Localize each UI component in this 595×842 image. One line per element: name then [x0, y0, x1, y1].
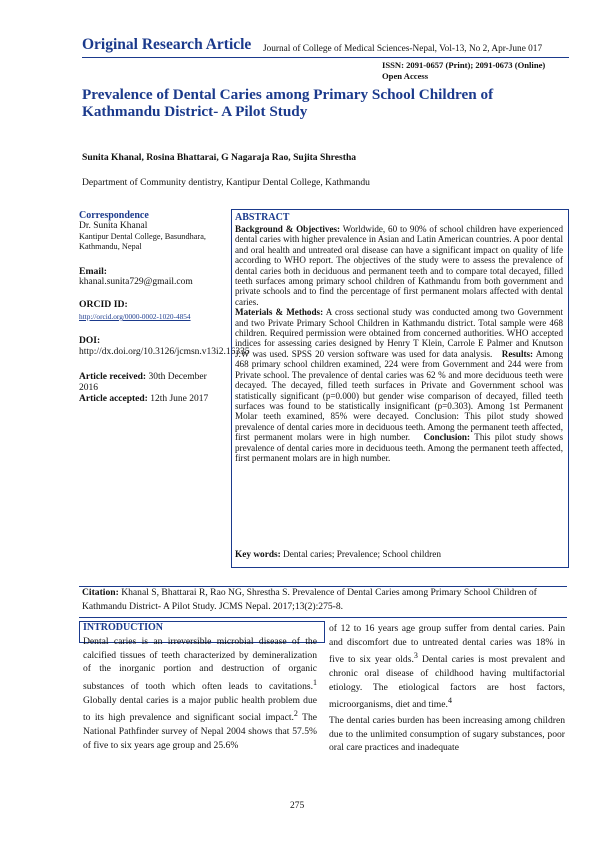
intro-text: Dental caries is most prevalent and chronic oral disease of childhood having multifactorial etiology. The etiological factors are host factors, microorganisms, diet and time. — [329, 654, 565, 711]
correspondent-address: Kantipur Dental College, Basundhara, Kathmandu, Nepal — [79, 232, 206, 251]
introduction-left-column — [83, 635, 317, 752]
keywords-line — [235, 550, 441, 560]
received-date: 30th December 2016 — [79, 372, 207, 393]
orcid-label: ORCID ID: — [79, 299, 128, 310]
correspondent-name: Dr. Sunita Khanal — [79, 221, 148, 231]
background-text: Worldwide, 60 to 90% of school children have experienced dental caries with higher prevalence in Asian and Latin American countries. A poor dental and oral health and untreated oral disease can have a significant impact on quality of life according to WHO report. The objectives of the study were to assess the prevalence of dental caries both in deciduous and permanent teeth and to compare total decayed, filled teeth surfaces among primary school children of Kathmandu from both government and private schools and to find the percentage of first permanent molars affected with dental caries. — [235, 224, 564, 307]
results-label: Results: — [501, 348, 534, 359]
citation-text: Khanal S, Bhattarai R, Rao NG, Shrestha S. Prevalence of Dental Caries among Primary School Children of Kathmandu District- A Pilot Study. JCMS Nepal. 2017;13(2):275-8. — [82, 587, 537, 612]
intro-paragraph — [83, 635, 317, 752]
correspondence-panel — [79, 210, 250, 584]
received-label: Article received: — [79, 372, 147, 382]
header-divider — [82, 57, 569, 58]
introduction-heading: INTRODUCTION — [83, 622, 164, 633]
open-access-label: Open Access — [382, 71, 429, 81]
issn: ISSN: 2091-0657 (Print); 2091-0673 (Online) — [382, 60, 546, 70]
accepted-date: 12th June 2017 — [150, 394, 209, 404]
conclusion-label: Conclusion: — [423, 432, 470, 443]
intro-text: Dental caries is an irreversible microbial disease of the calcified tissues of teeth characterized by demineralization of the inorganic portion and destruction of organic substances of tooth which often leads to cavitations. — [83, 636, 317, 692]
abstract-panel — [231, 209, 569, 568]
intro-text: The National Pathfinder survey of Nepal 2004 shows that 57.5% of five to six years age group and 25.6% — [83, 712, 317, 751]
email-label: Email: — [79, 266, 107, 277]
reference-marker: 2 — [293, 709, 298, 719]
paper-title: Prevalence of Dental Caries among Primary School Children of Kathmandu District- A Pilot Study — [82, 86, 494, 120]
results-text: Among 468 primary school children examined, 224 were from Government and 244 were from Private school. The prevalence of dental caries was 62 % and more deciduous teeth were decayed. The decayed, filled teeth surfaces in Private and Government school was statistically significant (p=0.000) but gender wise comparison of decayed, filled teeth surfaces was found to be statistically insignificant (p=0.303). Among 1st Permanent Molar teeth examined, 85% were decayed. Conclusion: This pilot study showed prevalence of dental caries more in deciduous teeth. Among the permanent teeth affected, first permanent molars were in high number. — [235, 348, 563, 443]
article-type: Original Research Article — [82, 36, 252, 53]
keywords-text: Dental caries; Prevalence; School children — [283, 550, 442, 560]
email-address[interactable]: khanal.sunita729@gmail.com — [79, 277, 193, 287]
intro-text: Globally dental caries is a major public health problem due to its high prevalence and significant social impact. — [83, 694, 317, 724]
intro-paragraph — [329, 622, 565, 712]
doi-label: DOI: — [79, 336, 101, 346]
correspondence-heading: Correspondence — [79, 210, 149, 221]
keywords-label: Key words: — [235, 550, 281, 560]
reference-marker: 4 — [447, 696, 452, 706]
introduction-right-column — [329, 622, 565, 755]
intro-text: of 12 to 16 years age group suffer from dental caries. Pain and discomfort due to untreated dental caries was 18% in five to six year olds. — [329, 623, 565, 666]
reference-marker: 1 — [313, 677, 317, 687]
intro-paragraph: The dental caries burden has been increasing among children due to the unlimited consumption of sugary substances, poor oral care practices and inadequate — [329, 714, 565, 754]
affiliation: Department of Community dentistry, Kantipur Dental College, Kathmandu — [82, 177, 370, 188]
page-number: 275 — [290, 801, 305, 811]
citation-bottom-rule — [79, 617, 567, 618]
orcid-link[interactable]: http://orcid.org/0000-0002-1020-4854 — [79, 312, 191, 321]
methods-text: A cross sectional study was conducted among two Government and two Private Primary School Children in Kathmandu district. Total sample were 468 children. Required permission were obtained from concerned authorities. WHO accepted indices for assessing caries designed by Henry T Klein, Carrole E Palmer and Knutson J.W was used. SPSS 20 version software was used for data analysis. — [235, 307, 563, 359]
citation — [82, 586, 566, 613]
abstract-body — [235, 224, 563, 463]
reference-marker: 3 — [413, 651, 418, 661]
citation-label: Citation: — [82, 587, 119, 598]
doi-link[interactable]: http://dx.doi.org/10.3126/jcmsn.v13i2.16335 — [79, 347, 250, 357]
methods-label: Materials & Methods: — [235, 307, 324, 318]
conclusion-text: This pilot study shows prevalence of dental caries more in deciduous teeth. Among the permanent teeth affected, first permanent molars are in high number. — [235, 432, 563, 463]
journal-citation-line: Journal of College of Medical Sciences-Nepal, Vol-13, No 2, Apr-June 017 — [263, 44, 543, 54]
background-label: Background & Objectives: — [235, 224, 341, 234]
authors: Sunita Khanal, Rosina Bhattarai, G Nagaraja Rao, Sujita Shrestha — [82, 152, 357, 163]
abstract-heading: ABSTRACT — [235, 212, 290, 223]
accepted-label: Article accepted: — [79, 394, 148, 404]
